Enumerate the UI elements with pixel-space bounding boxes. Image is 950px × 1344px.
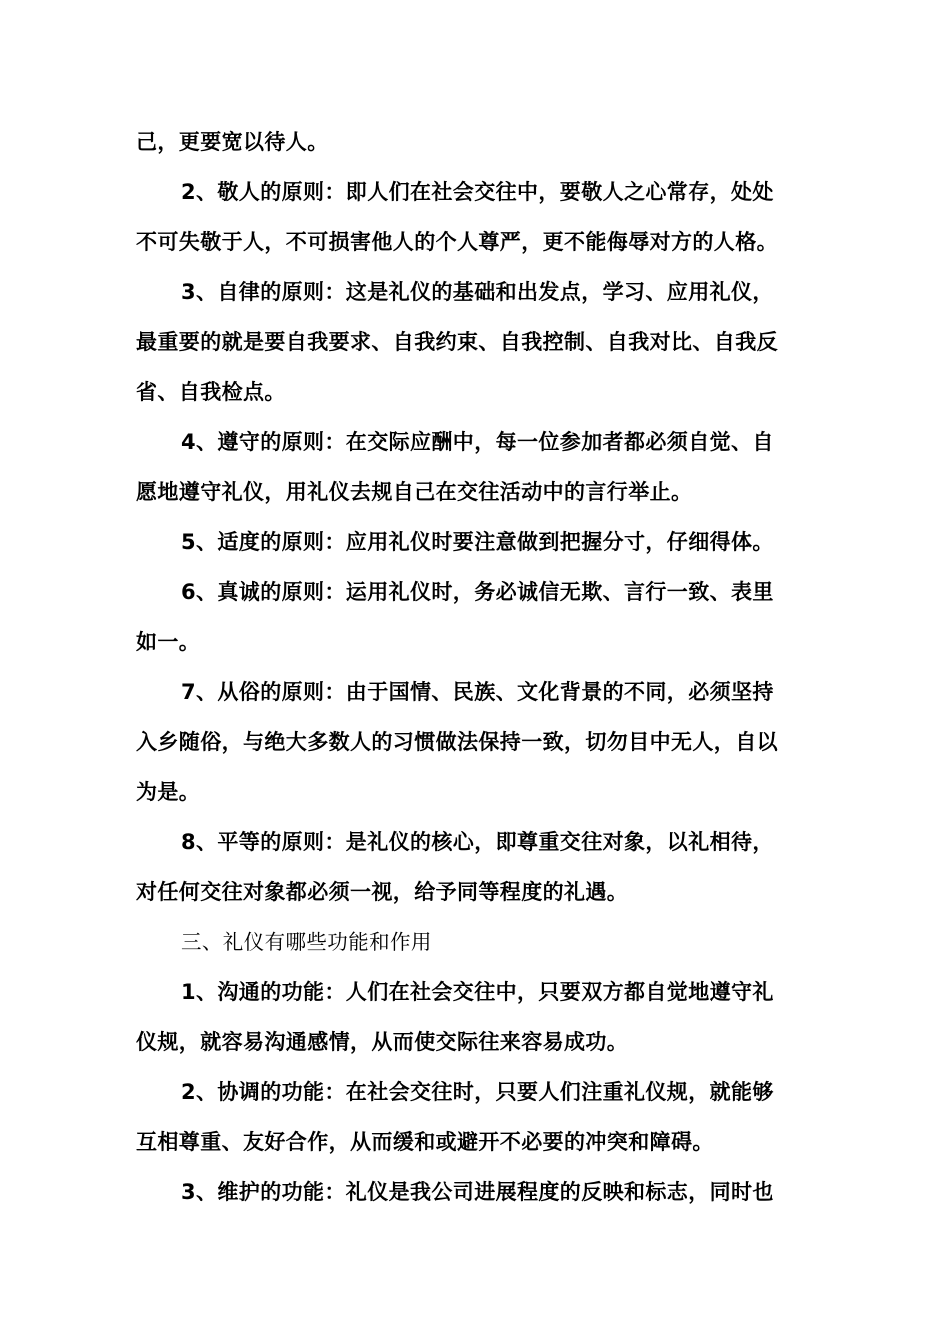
principle-4-line-2: 愿地遵守礼仪，用礼仪去规自己在交往活动中的言行举止。 (136, 480, 693, 504)
principle-3-line-1: 3、自律的原则：这是礼仪的基础和出发点，学习、应用礼仪， (181, 280, 774, 304)
section-heading: 三、礼仪有哪些功能和作用 (181, 930, 432, 954)
principle-8-line-2: 对任何交往对象都必须一视，给予同等程度的礼遇。 (136, 880, 629, 904)
principle-5-line-1: 5、适度的原则：应用礼仪时要注意做到把握分寸，仔细得体。 (181, 530, 774, 554)
principle-8-line-1: 8、平等的原则：是礼仪的核心，即尊重交往对象，以礼相待， (181, 830, 774, 854)
principle-2-line-1: 2、敬人的原则：即人们在社会交往中，要敬人之心常存，处处 (181, 180, 774, 204)
principle-4-line-1: 4、遵守的原则：在交际应酬中，每一位参加者都必须自觉、自 (181, 430, 774, 454)
principle-6-line-1: 6、真诚的原则：运用礼仪时，务必诚信无欺、言行一致、表里 (181, 580, 774, 604)
function-2-line-2: 互相尊重、友好合作，从而缓和或避开不必要的冲突和障碍。 (136, 1130, 714, 1154)
principle-7-line-1: 7、从俗的原则：由于国情、民族、文化背景的不同，必须坚持 (181, 680, 774, 704)
function-3-line-1: 3、维护的功能：礼仪是我公司进展程度的反映和标志，同时也 (181, 1180, 774, 1204)
function-1-line-1: 1、沟通的功能：人们在社会交往中，只要双方都自觉地遵守礼 (181, 980, 774, 1004)
principle-7-line-2: 入乡随俗，与绝大多数人的习惯做法保持一致，切勿目中无人，自以 (136, 730, 778, 754)
principle-3-line-3: 省、自我检点。 (136, 380, 286, 404)
principle-6-line-2: 如一。 (136, 630, 201, 654)
principle-2-line-2: 不可失敬于人，不可损害他人的个人尊严，更不能侮辱对方的人格。 (136, 230, 778, 254)
principle-7-line-3: 为是。 (136, 780, 201, 804)
function-2-line-1: 2、协调的功能：在社会交往时，只要人们注重礼仪规，就能够 (181, 1080, 774, 1104)
principle-3-line-2: 最重要的就是要自我要求、自我约束、自我控制、自我对比、自我反 (136, 330, 778, 354)
text-line-continuation: 己，更要宽以待人。 (136, 130, 329, 154)
function-1-line-2: 仪规，就容易沟通感情，从而使交际往来容易成功。 (136, 1030, 629, 1054)
